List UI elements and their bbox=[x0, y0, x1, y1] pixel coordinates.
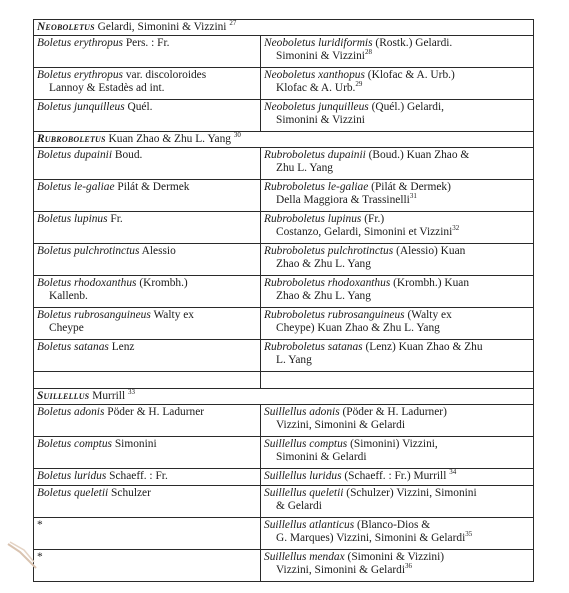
new-name-cell bbox=[261, 550, 534, 582]
footnote-ref: 32 bbox=[452, 224, 460, 233]
old-species-name: Boletus rhodoxanthus bbox=[37, 277, 137, 289]
synonym-row bbox=[34, 276, 534, 308]
new-species-name: Rubroboletus pulchrotinctus bbox=[264, 245, 394, 257]
old-name-cell bbox=[34, 36, 261, 68]
new-species-authors-cont: L. Yang bbox=[276, 354, 312, 366]
old-species-authors: * bbox=[37, 551, 43, 563]
old-species-authors: * bbox=[37, 519, 43, 531]
new-name-cell bbox=[261, 100, 534, 132]
new-species-name: Rubroboletus rubrosanguineus bbox=[264, 309, 405, 321]
genus-authors: Kuan Zhao & Zhu L. Yang bbox=[108, 133, 231, 145]
old-species-authors: (Krombh.) bbox=[139, 277, 188, 289]
new-species-authors-cont: Zhao & Zhu L. Yang bbox=[276, 290, 371, 302]
new-name-cell bbox=[261, 486, 534, 518]
old-species-authors-cont: Lannoy & Estadès ad int. bbox=[49, 82, 165, 94]
new-species-authors: (Alessio) Kuan bbox=[396, 245, 466, 257]
new-name-cell bbox=[261, 405, 534, 437]
new-species-authors: (Pöder & H. Ladurner) bbox=[342, 406, 447, 418]
new-name-cell bbox=[261, 437, 534, 469]
new-name-cell bbox=[261, 36, 534, 68]
genus-name: Rubroboletus bbox=[37, 133, 106, 145]
table-body bbox=[34, 20, 534, 582]
footnote-ref: 28 bbox=[364, 48, 372, 57]
old-species-name: Boletus pulchrotinctus bbox=[37, 245, 140, 257]
old-species-name: Boletus queletii bbox=[37, 487, 109, 499]
new-species-name: Rubroboletus le-galiae bbox=[264, 181, 369, 193]
new-species-authors: (Schaeff. : Fr.) Murrill bbox=[344, 470, 447, 482]
old-name-cell bbox=[34, 486, 261, 518]
old-name-cell bbox=[34, 244, 261, 276]
old-name-cell bbox=[34, 340, 261, 372]
new-species-name: Rubroboletus satanas bbox=[264, 341, 363, 353]
old-species-name: Boletus lupinus bbox=[37, 213, 108, 225]
synonym-row bbox=[34, 308, 534, 340]
new-species-authors-cont: Vizzini, Simonini & Gelardi bbox=[276, 564, 406, 576]
old-name-cell bbox=[34, 180, 261, 212]
old-species-authors: Schulzer bbox=[111, 487, 151, 499]
new-species-authors-cont: Vizzini, Simonini & Gelardi bbox=[276, 419, 406, 431]
new-species-authors-cont-line bbox=[264, 50, 530, 63]
new-name-cell bbox=[261, 68, 534, 100]
old-species-authors: Lenz bbox=[111, 341, 135, 353]
new-species-authors-cont: & Gelardi bbox=[276, 500, 322, 512]
old-species-authors: Walty ex bbox=[153, 309, 194, 321]
new-species-authors: (Rostk.) Gelardi. bbox=[375, 37, 453, 49]
new-name-cell bbox=[261, 518, 534, 550]
old-name-cell bbox=[34, 437, 261, 469]
new-species-authors: (Pilát & Dermek) bbox=[371, 181, 451, 193]
new-name-cell bbox=[261, 244, 534, 276]
footnote-ref: 34 bbox=[449, 468, 457, 477]
genus-authors: Murrill bbox=[92, 390, 126, 402]
synonym-row bbox=[34, 469, 534, 486]
new-species-authors: (Fr.) bbox=[364, 213, 385, 225]
old-species-authors: var. discoloroides bbox=[125, 69, 207, 81]
new-species-name: Neoboletus xanthopus bbox=[264, 69, 365, 81]
old-species-name: Boletus le-galiae bbox=[37, 181, 115, 193]
new-species-authors: (Quél.) Gelardi, bbox=[371, 101, 445, 113]
synonym-row bbox=[34, 340, 534, 372]
old-name-cell bbox=[34, 518, 261, 550]
new-species-authors-cont-line bbox=[264, 226, 530, 239]
new-name-cell bbox=[261, 340, 534, 372]
old-species-name: Boletus luridus bbox=[37, 470, 107, 482]
genus-cell bbox=[34, 132, 534, 148]
genus-name: Suillellus bbox=[37, 390, 90, 402]
old-species-name: Boletus dupainii bbox=[37, 149, 112, 161]
new-species-name: Suillellus luridus bbox=[264, 470, 342, 482]
new-species-authors-cont: G. Marques) Vizzini, Simonini & Gelardi bbox=[276, 532, 466, 544]
new-species-authors-cont: Costanzo, Gelardi, Simonini et Vizzini bbox=[276, 226, 453, 238]
synonym-row bbox=[34, 212, 534, 244]
synonym-row bbox=[34, 405, 534, 437]
synonym-row bbox=[34, 244, 534, 276]
synonymy-table bbox=[33, 19, 534, 582]
old-name-cell bbox=[34, 68, 261, 100]
new-species-authors: (Simonini) Vizzini, bbox=[350, 438, 438, 450]
genus-cell bbox=[34, 389, 534, 405]
new-species-authors-cont: Zhao & Zhu L. Yang bbox=[276, 258, 371, 270]
new-species-name: Rubroboletus rhodoxanthus bbox=[264, 277, 391, 289]
footnote-ref: 31 bbox=[409, 192, 417, 201]
old-name-cell bbox=[34, 550, 261, 582]
old-species-name: Boletus adonis bbox=[37, 406, 105, 418]
synonym-row bbox=[34, 68, 534, 100]
old-species-authors: Fr. bbox=[110, 213, 123, 225]
new-species-name: Rubroboletus lupinus bbox=[264, 213, 362, 225]
footnote-ref: 33 bbox=[127, 388, 135, 397]
new-name-cell bbox=[261, 308, 534, 340]
new-species-authors: (Schulzer) Vizzini, Simonini bbox=[346, 487, 477, 499]
old-species-name: Boletus erythropus bbox=[37, 69, 123, 81]
new-species-authors-cont-line bbox=[264, 532, 530, 545]
new-species-authors: (Blanco-Dios & bbox=[357, 519, 431, 531]
new-species-name: Suillellus comptus bbox=[264, 438, 348, 450]
page-corner-fold-mark bbox=[6, 540, 46, 570]
old-species-authors: Schaeff. : Fr. bbox=[109, 470, 168, 482]
new-species-authors-cont: Cheype) Kuan Zhao & Zhu L. Yang bbox=[276, 322, 440, 334]
old-name-cell bbox=[34, 308, 261, 340]
old-name-cell bbox=[34, 469, 261, 486]
footnote-ref: 35 bbox=[465, 530, 473, 539]
new-species-authors-cont: Simonini & Gelardi bbox=[276, 451, 367, 463]
genus-name: Neoboletus bbox=[37, 21, 95, 33]
old-species-name: Boletus rubrosanguineus bbox=[37, 309, 151, 321]
new-species-authors-cont-line bbox=[264, 419, 530, 432]
new-species-authors-cont: Simonini & Vizzini bbox=[276, 50, 365, 62]
synonym-row bbox=[34, 437, 534, 469]
new-species-name: Neoboletus luridiformis bbox=[264, 37, 373, 49]
new-species-name: Suillellus atlanticus bbox=[264, 519, 355, 531]
old-species-authors: Pers. : Fr. bbox=[125, 37, 170, 49]
genus-header-row bbox=[34, 389, 534, 405]
new-species-authors: (Lenz) Kuan Zhao & Zhu bbox=[365, 341, 483, 353]
new-species-name: Rubroboletus dupainii bbox=[264, 149, 366, 161]
empty-cell bbox=[261, 372, 534, 389]
old-name-cell bbox=[34, 405, 261, 437]
new-species-authors-cont: Klofac & A. Urb. bbox=[276, 82, 356, 94]
old-name-cell bbox=[34, 148, 261, 180]
new-species-authors: (Walty ex bbox=[407, 309, 452, 321]
new-species-authors-cont: Della Maggiora & Trassinelli bbox=[276, 194, 410, 206]
new-species-authors-cont-line bbox=[264, 82, 530, 95]
new-name-cell bbox=[261, 276, 534, 308]
old-species-name: Boletus comptus bbox=[37, 438, 112, 450]
new-name-cell bbox=[261, 148, 534, 180]
new-species-authors-cont-line bbox=[264, 354, 530, 367]
footnote-ref: 29 bbox=[355, 80, 363, 89]
old-species-name: Boletus satanas bbox=[37, 341, 109, 353]
old-name-cell bbox=[34, 100, 261, 132]
synonym-row bbox=[34, 486, 534, 518]
new-species-authors-cont-line bbox=[264, 451, 530, 464]
new-species-authors: (Krombh.) Kuan bbox=[393, 277, 470, 289]
genus-cell bbox=[34, 20, 534, 36]
spacer-row bbox=[34, 372, 534, 389]
old-species-name: Boletus erythropus bbox=[37, 37, 123, 49]
old-species-authors: Alessio bbox=[141, 245, 176, 257]
new-species-authors: (Simonini & Vizzini) bbox=[347, 551, 445, 563]
new-species-name: Suillellus adonis bbox=[264, 406, 340, 418]
new-species-authors-cont-line bbox=[264, 194, 530, 207]
old-name-cell bbox=[34, 276, 261, 308]
old-species-authors: Simonini bbox=[114, 438, 157, 450]
old-name-cell bbox=[34, 212, 261, 244]
new-species-authors-cont-line bbox=[264, 114, 530, 127]
synonym-row bbox=[34, 148, 534, 180]
synonym-row bbox=[34, 36, 534, 68]
new-species-authors-cont-line bbox=[264, 290, 530, 303]
new-species-authors-cont-line bbox=[264, 564, 530, 577]
new-species-authors-cont: Zhu L. Yang bbox=[276, 162, 333, 174]
new-name-cell bbox=[261, 212, 534, 244]
new-species-authors: (Klofac & A. Urb.) bbox=[367, 69, 455, 81]
synonym-row bbox=[34, 550, 534, 582]
new-name-cell bbox=[261, 469, 534, 486]
new-species-name: Neoboletus junquilleus bbox=[264, 101, 369, 113]
new-name-cell bbox=[261, 180, 534, 212]
new-species-authors-cont-line bbox=[264, 322, 530, 335]
new-species-authors-cont: Simonini & Vizzini bbox=[276, 114, 365, 126]
genus-header-row bbox=[34, 20, 534, 36]
new-species-authors-cont-line bbox=[264, 258, 530, 271]
new-species-name: Suillellus queletii bbox=[264, 487, 344, 499]
synonym-row bbox=[34, 100, 534, 132]
new-species-authors: (Boud.) Kuan Zhao & bbox=[368, 149, 470, 161]
empty-cell bbox=[34, 372, 261, 389]
genus-header-row bbox=[34, 132, 534, 148]
old-species-authors: Pöder & H. Ladurner bbox=[107, 406, 205, 418]
old-species-name: Boletus junquilleus bbox=[37, 101, 125, 113]
old-species-authors: Boud. bbox=[114, 149, 143, 161]
new-species-name: Suillellus mendax bbox=[264, 551, 345, 563]
new-species-authors-cont-line bbox=[264, 162, 530, 175]
footnote-ref: 30 bbox=[233, 131, 241, 140]
synonym-row bbox=[34, 180, 534, 212]
synonym-row bbox=[34, 518, 534, 550]
old-species-authors: Quél. bbox=[127, 101, 153, 113]
footnote-ref: 36 bbox=[405, 562, 413, 571]
new-species-authors-cont-line bbox=[264, 500, 530, 513]
old-species-authors-cont: Cheype bbox=[49, 322, 84, 334]
old-species-authors: Pilát & Dermek bbox=[117, 181, 190, 193]
old-species-authors-cont: Kallenb. bbox=[49, 290, 88, 302]
genus-authors: Gelardi, Simonini & Vizzini bbox=[97, 21, 227, 33]
footnote-ref: 27 bbox=[229, 19, 237, 28]
